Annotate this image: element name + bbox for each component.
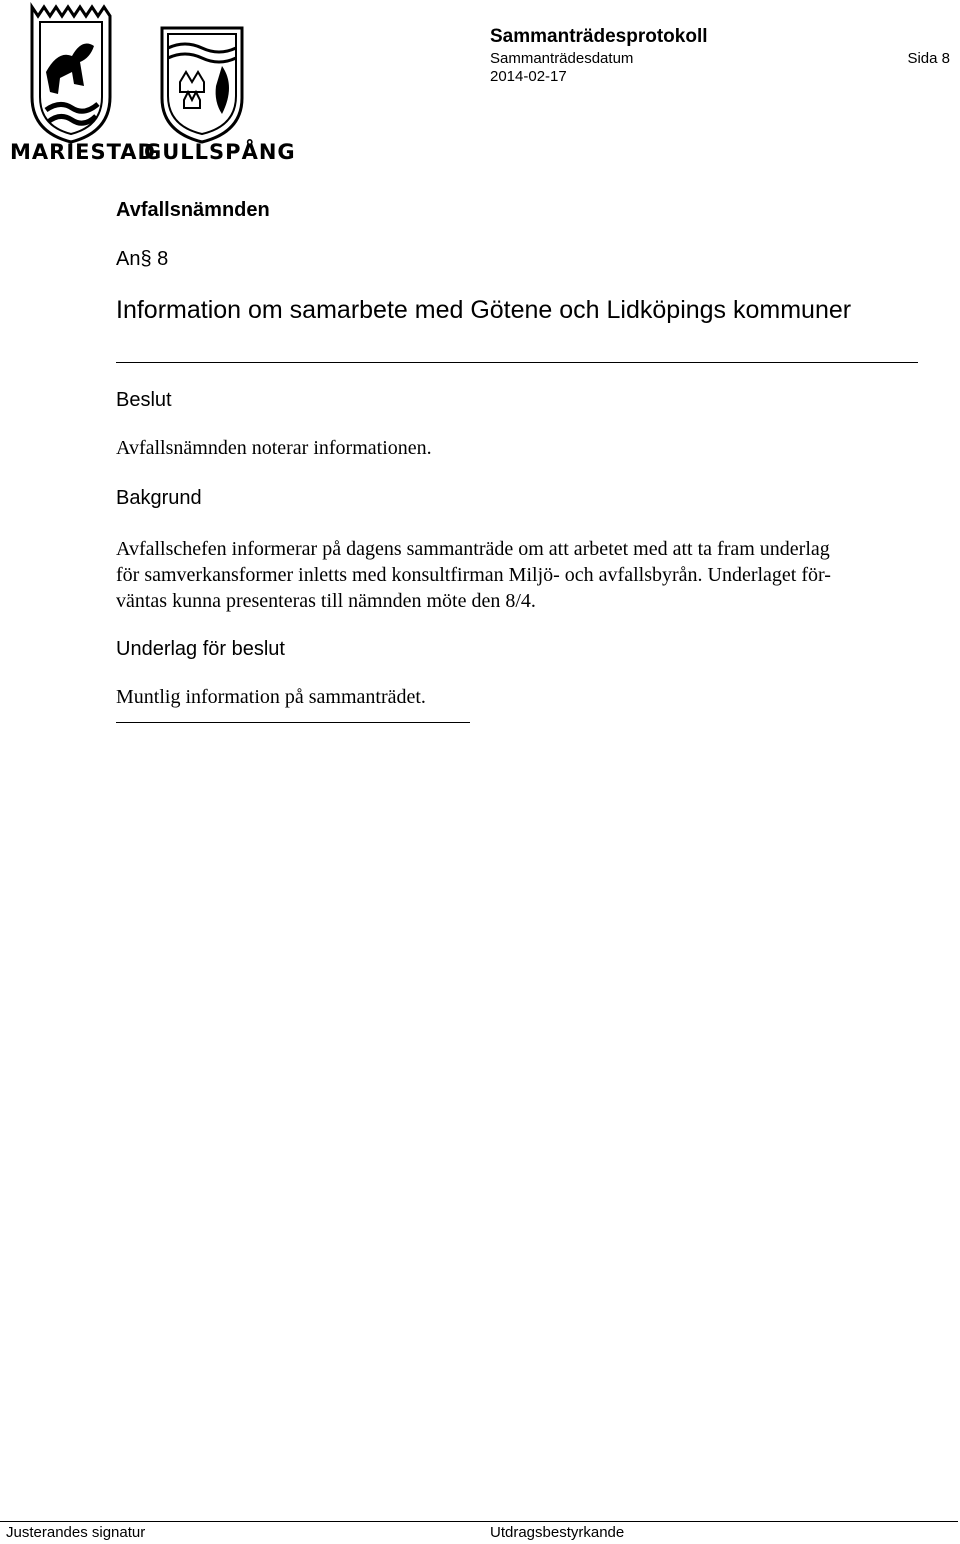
paragraph-number: An§ 8: [116, 248, 169, 270]
beslut-text: Avfallsnämnden noterar informationen.: [116, 437, 432, 459]
mariestad-logo-text: MARIESTAD: [10, 140, 156, 164]
beslut-heading: Beslut: [116, 389, 172, 411]
board-name: Avfallsnämnden: [116, 199, 270, 221]
date-label: Sammanträdesdatum: [490, 50, 634, 67]
date-value: 2014-02-17: [490, 68, 567, 85]
bakgrund-text: [116, 536, 936, 614]
underlag-heading: Underlag för beslut: [116, 638, 285, 660]
end-divider: [116, 722, 470, 723]
mariestad-shield-icon: [32, 7, 110, 142]
document-type: Sammanträdesprotokoll: [490, 26, 708, 47]
page-number: Sida 8: [907, 50, 950, 67]
underlag-text: Muntlig information på sammanträdet.: [116, 686, 426, 708]
gullspang-logo-text: GULLSPÅNG: [144, 140, 296, 164]
agenda-title: Information om samarbete med Götene och Lidköpings kommuner: [116, 296, 852, 324]
gullspang-shield-icon: [162, 28, 242, 142]
municipality-logos: [10, 2, 296, 170]
certification-label: Utdragsbestyrkande: [490, 1524, 625, 1541]
bakgrund-line: väntas kunna presenteras till nämnden möte den 8/4.: [116, 590, 536, 612]
bakgrund-line: för samverkansformer inletts med konsultfirman Miljö- och avfallsbyrån. Underlaget för-: [116, 564, 831, 586]
signature-label: Justerandes signatur: [6, 1524, 146, 1541]
title-divider: [116, 362, 918, 363]
bakgrund-line: Avfallschefen informerar på dagens sammanträde om att arbetet med att ta fram underlag: [116, 538, 830, 560]
bakgrund-heading: Bakgrund: [116, 487, 202, 509]
footer-divider: [0, 1521, 958, 1522]
